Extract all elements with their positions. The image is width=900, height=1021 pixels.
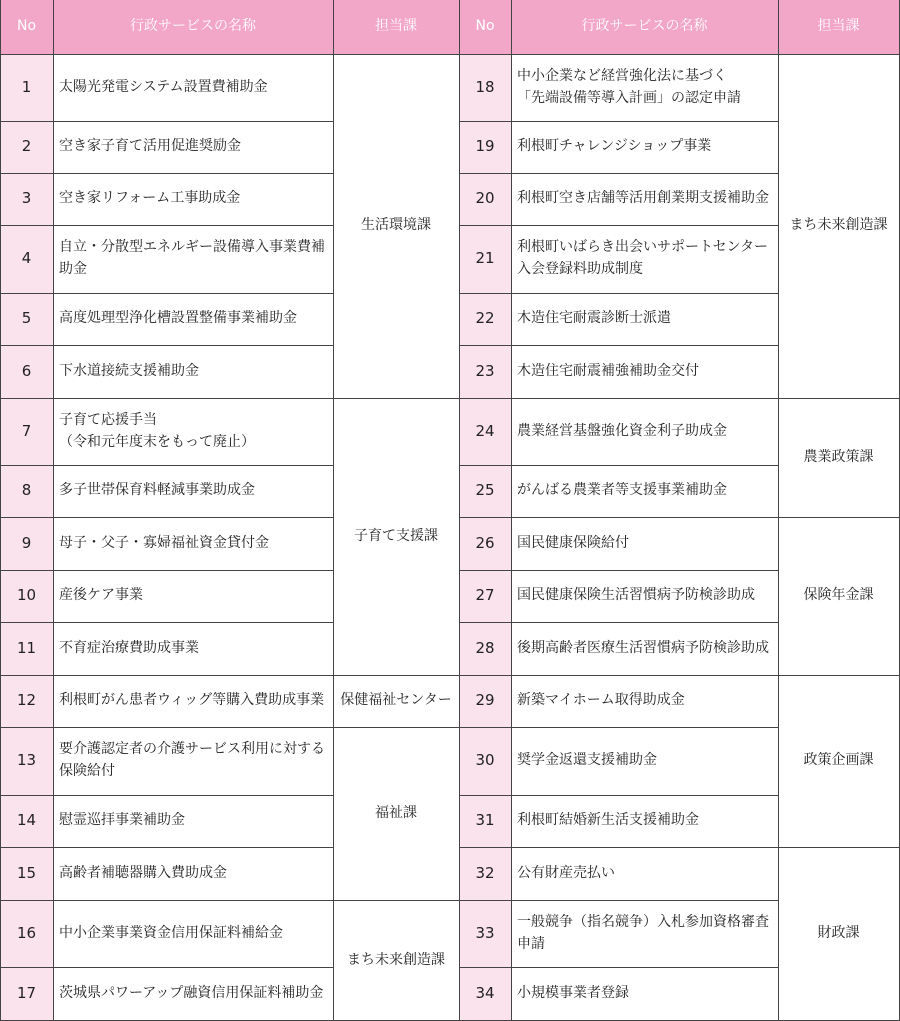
service-name-text	[59, 361, 199, 383]
service-name-text	[517, 308, 671, 330]
grid-line	[333, 54, 459, 55]
service-name-line: 奨学金返還支援補助金	[517, 752, 657, 769]
service-name	[511, 900, 778, 967]
row-number: 17	[0, 967, 53, 1021]
service-name-line: 木造住宅耐震補強補助金交付	[517, 362, 699, 379]
grid-line	[0, 517, 333, 518]
service-name	[511, 293, 778, 345]
grid-line	[0, 345, 333, 346]
service-name-text	[517, 983, 629, 1005]
row-number: 2	[0, 121, 53, 173]
row-number: 25	[459, 465, 511, 517]
grid-line	[0, 795, 333, 796]
service-name-text	[517, 912, 769, 955]
grid-line	[459, 398, 778, 399]
department-cell: 財政課	[817, 925, 860, 942]
service-name	[53, 675, 333, 727]
service-name	[53, 847, 333, 900]
grid-line	[0, 398, 333, 399]
service-name-text	[59, 585, 143, 607]
service-name	[53, 345, 333, 398]
grid-line	[459, 465, 778, 466]
service-name-text	[59, 638, 199, 660]
service-name	[53, 727, 333, 795]
service-name-line: 空き家リフォーム工事助成金	[59, 190, 241, 207]
grid-line	[0, 173, 333, 174]
grid-line	[459, 795, 778, 796]
grid-line	[778, 517, 899, 518]
service-name	[511, 121, 778, 173]
grid-line	[53, 0, 54, 1021]
row-number: 29	[459, 675, 511, 727]
grid-line	[0, 293, 333, 294]
grid-line	[459, 570, 778, 571]
service-name-line: 新築マイホーム取得助成金	[517, 692, 685, 709]
service-name	[53, 900, 333, 967]
service-name-line: 利根町空き店舗等活用創業期支援補助金	[517, 190, 769, 207]
service-name-text	[59, 308, 297, 330]
grid-line	[333, 675, 459, 676]
service-name-line: 申請	[517, 935, 545, 952]
service-name-line: 中小企業など経営強化法に基づく	[517, 67, 727, 84]
service-name-line: 茨城県パワーアップ融資信用保証料補助金	[59, 985, 324, 1002]
row-number: 21	[459, 225, 511, 293]
service-name-text	[517, 690, 685, 712]
service-name-text	[59, 237, 325, 280]
service-name-line: 入会登録料助成制度	[517, 261, 643, 277]
service-name-line: （令和元年度末をもって廃止）	[59, 433, 255, 450]
service-name	[53, 517, 333, 570]
row-number: 6	[0, 345, 53, 398]
service-name-line: 自立・分散型エネルギー設備導入事業費補	[59, 239, 325, 256]
department-cell: まち未来創造課	[789, 217, 888, 234]
department-cell: 保険年金課	[803, 587, 874, 604]
department-cell: 政策企画課	[803, 752, 874, 769]
service-name-line: 利根町結婚新生活支援補助金	[517, 812, 699, 829]
service-name-line: 高度処理型浄化槽設置整備事業補助金	[59, 310, 297, 327]
row-number: 1	[0, 54, 53, 121]
row-number: 16	[0, 900, 53, 967]
row-number: 19	[459, 121, 511, 173]
service-name	[511, 225, 778, 293]
grid-line	[333, 0, 334, 1021]
service-name-line: 小規模事業者登録	[517, 985, 629, 1002]
row-number: 12	[0, 675, 53, 727]
service-name-line: 子育て応援手当	[59, 411, 157, 428]
service-name-line: 下水道接続支援補助金	[59, 362, 199, 379]
department-cell: 保健福祉センター	[340, 692, 452, 709]
row-number: 8	[0, 465, 53, 517]
grid-line	[0, 967, 333, 968]
service-name	[511, 622, 778, 675]
service-name	[511, 795, 778, 847]
service-name	[511, 398, 778, 465]
service-name-line: 要介護認定者の介護サービス利用に対する	[59, 741, 325, 758]
service-name-text	[517, 188, 769, 210]
service-name-text	[59, 410, 255, 453]
service-name-text	[517, 480, 727, 502]
row-number: 23	[459, 345, 511, 398]
service-name-line: 助金	[59, 261, 87, 277]
grid-line	[459, 622, 778, 623]
service-name-text	[517, 863, 615, 885]
service-name-text	[59, 136, 241, 158]
service-name-text	[517, 533, 629, 555]
row-number: 30	[459, 727, 511, 795]
service-name-line: 保険給付	[59, 763, 115, 779]
grid-line	[0, 225, 333, 226]
grid-line	[0, 570, 333, 571]
grid-line	[459, 345, 778, 346]
service-name-line: 利根町がん患者ウィッグ等購入費助成事業	[59, 692, 325, 709]
row-number: 26	[459, 517, 511, 570]
row-number: 7	[0, 398, 53, 465]
row-number: 28	[459, 622, 511, 675]
service-name	[53, 54, 333, 121]
service-name	[53, 795, 333, 847]
row-number: 10	[0, 570, 53, 622]
row-number: 22	[459, 293, 511, 345]
service-name-line: 不育症治療費助成事業	[59, 639, 199, 656]
service-name-line: 後期高齢者医療生活習慣病予防検診助成	[517, 639, 769, 656]
grid-line	[459, 675, 778, 676]
grid-line	[459, 0, 460, 1021]
service-name	[511, 173, 778, 225]
grid-line	[459, 900, 778, 901]
service-name-line: がんばる農業者等支援事業補助金	[517, 482, 727, 499]
grid-line	[459, 847, 778, 848]
row-number: 9	[0, 517, 53, 570]
service-name-text	[59, 923, 283, 945]
service-name-line: 慰霊巡拝事業補助金	[59, 812, 185, 829]
service-name-text	[59, 690, 324, 712]
grid-line	[459, 967, 778, 968]
grid-line	[778, 675, 899, 676]
service-name-line: 産後ケア事業	[59, 587, 143, 604]
service-name	[511, 54, 778, 121]
service-name-text	[517, 136, 711, 158]
department-cell: 農業政策課	[803, 448, 874, 465]
header-service-name: 行政サービスの名称	[511, 0, 778, 54]
service-name-text	[59, 863, 227, 885]
row-number: 27	[459, 570, 511, 622]
grid-line	[778, 398, 899, 399]
service-name-line: 国民健康保険生活習慣病予防検診助成	[517, 587, 755, 604]
service-name-line: 公有財産売払い	[517, 864, 615, 881]
service-name-line: 「先端設備等導入計画」の認定申請	[517, 89, 741, 106]
service-name	[53, 570, 333, 622]
department-cell: 福祉課	[375, 804, 417, 821]
row-number: 4	[0, 225, 53, 293]
grid-line	[333, 727, 459, 728]
row-number: 31	[459, 795, 511, 847]
service-name	[53, 967, 333, 1021]
service-name	[53, 465, 333, 517]
department-cell: 生活環境課	[361, 217, 431, 234]
row-number: 3	[0, 173, 53, 225]
row-number: 18	[459, 54, 511, 121]
service-name	[53, 225, 333, 293]
grid-line	[333, 900, 459, 901]
service-name-text	[517, 638, 769, 660]
service-name	[511, 345, 778, 398]
grid-line	[459, 225, 778, 226]
service-name-text	[59, 983, 323, 1005]
service-name-text	[59, 533, 269, 555]
grid-line	[0, 622, 333, 623]
grid-line	[0, 727, 333, 728]
header-department: 担当課	[778, 0, 899, 54]
service-name	[53, 622, 333, 675]
header-service-name: 行政サービスの名称	[53, 0, 333, 54]
service-name-line: 高齢者補聴器購入費助成金	[59, 864, 227, 881]
service-name-line: 農業経営基盤強化資金利子助成金	[517, 422, 727, 439]
grid-line	[333, 398, 459, 399]
service-name-text	[517, 361, 699, 383]
row-number: 20	[459, 173, 511, 225]
grid-line	[459, 121, 778, 122]
grid-line	[778, 54, 899, 55]
row-number: 33	[459, 900, 511, 967]
service-name-line: 空き家子育て活用促進奨励金	[59, 138, 241, 155]
department-cell: 子育て支援課	[354, 527, 438, 544]
service-name-line: 太陽光発電システム設置費補助金	[59, 78, 268, 95]
service-name-text	[517, 66, 741, 109]
service-name	[511, 570, 778, 622]
service-name	[511, 967, 778, 1021]
row-number: 15	[0, 847, 53, 900]
service-name-text	[517, 421, 727, 443]
service-name	[511, 465, 778, 517]
service-name-text	[59, 188, 240, 210]
service-name-text	[59, 739, 325, 782]
row-number: 5	[0, 293, 53, 345]
header-no: No	[0, 0, 53, 54]
service-name-line: 多子世帯保育料軽減事業助成金	[59, 482, 255, 499]
service-name	[511, 847, 778, 900]
service-name-line: 利根町チャレンジショップ事業	[517, 138, 712, 155]
service-name	[53, 398, 333, 465]
grid-line	[0, 465, 333, 466]
service-name	[511, 727, 778, 795]
service-name	[53, 121, 333, 173]
grid-line	[0, 0, 1, 1021]
service-name-line: 国民健康保険給付	[517, 534, 629, 551]
grid-line	[0, 121, 333, 122]
row-number: 13	[0, 727, 53, 795]
service-name-text	[517, 585, 755, 607]
grid-line	[778, 847, 899, 848]
service-name	[53, 173, 333, 225]
grid-line	[511, 0, 512, 1021]
header-no: No	[459, 0, 511, 54]
row-number: 11	[0, 622, 53, 675]
service-name-text	[59, 810, 185, 832]
grid-line	[459, 54, 778, 55]
header-department: 担当課	[333, 0, 459, 54]
service-name-line: 中小企業事業資金信用保証料補給金	[59, 924, 283, 941]
row-number: 14	[0, 795, 53, 847]
grid-line	[0, 54, 333, 55]
service-name-text	[59, 480, 255, 502]
grid-line	[0, 847, 333, 848]
grid-line	[0, 675, 333, 676]
row-number: 32	[459, 847, 511, 900]
grid-line	[459, 173, 778, 174]
row-number: 34	[459, 967, 511, 1021]
service-name-line: 利根町いばらき出会いサポートセンター	[517, 239, 769, 256]
service-name-line: 一般競争（指名競争）入札参加資格審査	[517, 913, 769, 930]
service-name-text	[59, 77, 268, 99]
service-name-text	[517, 237, 768, 280]
grid-line	[0, 900, 333, 901]
service-name	[53, 293, 333, 345]
service-name-line: 母子・父子・寡婦福祉資金貸付金	[59, 534, 269, 551]
service-name-text	[517, 750, 657, 772]
department-cell: まち未来創造課	[347, 951, 445, 968]
row-number: 24	[459, 398, 511, 465]
grid-line	[459, 727, 778, 728]
grid-line	[459, 293, 778, 294]
grid-line	[459, 517, 778, 518]
grid-line	[778, 0, 779, 1021]
service-name-line: 木造住宅耐震診断士派遣	[517, 310, 671, 327]
service-name	[511, 517, 778, 570]
service-name-text	[517, 810, 699, 832]
service-name	[511, 675, 778, 727]
